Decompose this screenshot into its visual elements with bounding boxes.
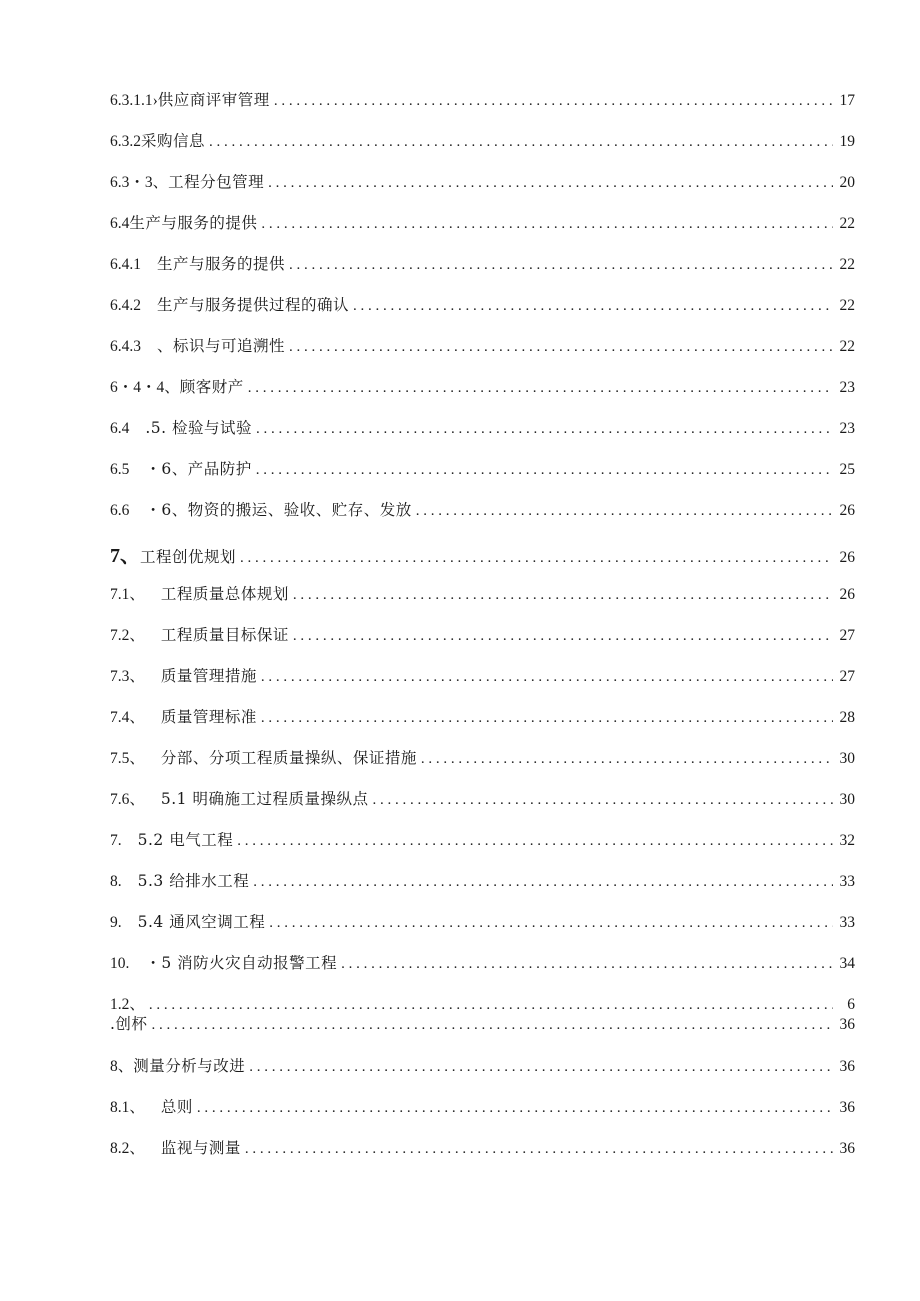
toc-entry-number: 7.4、 bbox=[110, 709, 145, 726]
toc-entry[interactable] bbox=[110, 828, 855, 869]
toc-entry[interactable] bbox=[110, 746, 855, 787]
toc-entry[interactable] bbox=[110, 869, 855, 910]
toc-entry-number: 6.4.2 bbox=[110, 297, 141, 314]
toc-dot-leader bbox=[289, 257, 833, 274]
toc-dot-leader bbox=[245, 1141, 833, 1158]
toc-entry-title: 供应商评审管理 bbox=[157, 91, 270, 109]
toc-entry-page-number: 26 bbox=[839, 549, 855, 566]
toc-entry-number: 7. bbox=[110, 832, 122, 849]
toc-entry-number: 6.6 bbox=[110, 502, 130, 519]
toc-dot-leader bbox=[261, 216, 833, 233]
toc-dot-leader bbox=[209, 134, 833, 151]
toc-entry-title: 5.2 电气工程 bbox=[121, 831, 234, 849]
toc-entry[interactable] bbox=[110, 1136, 855, 1177]
toc-entry-page-number: 6 bbox=[847, 996, 855, 1013]
toc-entry[interactable] bbox=[110, 334, 855, 375]
toc-entry-number: 6.4.3 bbox=[110, 338, 141, 355]
toc-entry[interactable] bbox=[110, 129, 855, 170]
toc-entry-title: 质量管理措施 bbox=[144, 667, 257, 685]
toc-entry-page-number: 26 bbox=[839, 586, 855, 603]
toc-entry-number: 7.1、 bbox=[110, 586, 145, 603]
toc-dot-leader bbox=[268, 175, 833, 192]
toc-entry-title: 工程质量总体规划 bbox=[144, 585, 289, 603]
toc-entry[interactable] bbox=[110, 623, 855, 664]
toc-entry-title: 总则 bbox=[144, 1098, 193, 1116]
toc-dot-leader bbox=[341, 956, 833, 973]
toc-entry[interactable] bbox=[110, 1095, 855, 1136]
toc-dot-leader bbox=[256, 421, 833, 438]
toc-entry[interactable] bbox=[110, 787, 855, 828]
toc-dot-leader bbox=[197, 1100, 833, 1117]
toc-dot-leader bbox=[416, 503, 833, 520]
toc-entry-title: 采购信息 bbox=[141, 132, 206, 150]
toc-dot-leader bbox=[249, 1059, 833, 1076]
toc-entry-number: 8.1、 bbox=[110, 1099, 145, 1116]
toc-dot-leader bbox=[149, 997, 833, 1014]
toc-entry-page-number: 27 bbox=[839, 668, 855, 685]
toc-dot-leader bbox=[256, 462, 833, 479]
toc-entry-title: 生产与服务的提供 bbox=[129, 214, 258, 232]
toc-entry-page-number: 33 bbox=[839, 873, 855, 890]
toc-entry-number: 6.4 bbox=[110, 215, 130, 232]
toc-entry-number: 7、 bbox=[110, 545, 140, 567]
toc-dot-leader bbox=[269, 915, 833, 932]
toc-entry-title: 生产与服务提供过程的确认 bbox=[141, 296, 350, 314]
toc-entry-number: 10. bbox=[110, 955, 130, 972]
toc-dot-leader bbox=[151, 1017, 833, 1034]
toc-entry-title: ・6、物资的搬运、验收、贮存、发放 bbox=[129, 501, 412, 519]
toc-dot-leader bbox=[293, 628, 833, 645]
toc-dot-leader bbox=[261, 669, 833, 686]
toc-entry-page-number: 36 bbox=[839, 1058, 855, 1075]
toc-entry-title: 工程分包管理 bbox=[168, 173, 265, 191]
toc-entry[interactable] bbox=[110, 910, 855, 951]
toc-entry[interactable] bbox=[110, 951, 855, 992]
toc-dot-leader bbox=[372, 792, 833, 809]
toc-dot-leader bbox=[289, 339, 833, 356]
toc-entry-page-number: 20 bbox=[839, 174, 855, 191]
toc-entry[interactable] bbox=[110, 582, 855, 623]
toc-entry-number: 8. bbox=[110, 873, 122, 890]
toc-entry-title: 测量分析与改进 bbox=[133, 1057, 246, 1075]
toc-entry-title: 质量管理标准 bbox=[144, 708, 257, 726]
toc-entry-page-number: 33 bbox=[839, 914, 855, 931]
toc-entry-number: 6.3.2 bbox=[110, 133, 141, 150]
toc-entry-page-number: 23 bbox=[839, 379, 855, 396]
toc-entry[interactable] bbox=[110, 170, 855, 211]
toc-entry-page-number: 34 bbox=[839, 955, 855, 972]
toc-entry[interactable] bbox=[110, 498, 855, 539]
toc-entry-number: 8、 bbox=[110, 1058, 134, 1075]
toc-entry-page-number: 27 bbox=[839, 627, 855, 644]
toc-entry-number: 6.3.1.1› bbox=[110, 92, 158, 109]
toc-entry-title: 生产与服务的提供 bbox=[141, 255, 286, 273]
toc-dot-leader bbox=[293, 587, 833, 604]
toc-entry-number: 6.3・3、 bbox=[110, 174, 169, 191]
toc-entry-page-number: 22 bbox=[839, 338, 855, 355]
toc-entry-title: 工程创优规划 bbox=[140, 548, 237, 566]
toc-entry-page-number: 19 bbox=[839, 133, 855, 150]
toc-entry-number: 1.2、 bbox=[110, 996, 145, 1013]
toc-entry-page-number: 36 bbox=[839, 1099, 855, 1116]
toc-entry-page-number: 28 bbox=[839, 709, 855, 726]
toc-entry[interactable] bbox=[110, 252, 855, 293]
toc-entry-page-number: 32 bbox=[839, 832, 855, 849]
toc-entry[interactable] bbox=[110, 211, 855, 252]
toc-entry-title: 5.3 给排水工程 bbox=[121, 872, 250, 890]
toc-entry-title: 、标识与可追溯性 bbox=[141, 337, 286, 355]
toc-entry-title: 5.1 明确施工过程质量操纵点 bbox=[144, 790, 369, 808]
toc-entry-page-number: 22 bbox=[839, 215, 855, 232]
toc-entry-title: .5. 检验与试验 bbox=[129, 419, 253, 437]
toc-dot-leader bbox=[240, 550, 833, 567]
toc-dot-leader bbox=[421, 751, 833, 768]
toc-dot-leader bbox=[274, 93, 833, 110]
toc-entry[interactable] bbox=[110, 664, 855, 705]
table-of-contents bbox=[110, 88, 855, 1177]
toc-dot-leader bbox=[237, 833, 833, 850]
toc-entry[interactable] bbox=[110, 416, 855, 457]
toc-entry-title: 工程质量目标保证 bbox=[144, 626, 289, 644]
toc-entry-page-number: 17 bbox=[839, 92, 855, 109]
toc-entry-number: 6・4・4、 bbox=[110, 379, 180, 396]
toc-entry-title: 监视与测量 bbox=[144, 1139, 241, 1157]
toc-entry-title: .创杯 bbox=[110, 1015, 148, 1033]
toc-entry-page-number: 22 bbox=[839, 256, 855, 273]
toc-entry[interactable] bbox=[110, 457, 855, 498]
toc-entry-number: 7.5、 bbox=[110, 750, 145, 767]
toc-entry-number: 8.2、 bbox=[110, 1140, 145, 1157]
toc-entry-page-number: 26 bbox=[839, 502, 855, 519]
toc-entry-number: 6.5 bbox=[110, 461, 130, 478]
toc-entry-number: 7.2、 bbox=[110, 627, 145, 644]
toc-entry-title: 顾客财产 bbox=[179, 378, 244, 396]
toc-entry-number: 6.4 bbox=[110, 420, 130, 437]
toc-entry-title: 分部、分项工程质量操纵、保证措施 bbox=[144, 749, 417, 767]
toc-entry-number: 7.6、 bbox=[110, 791, 145, 808]
toc-entry[interactable] bbox=[110, 992, 855, 1012]
toc-dot-leader bbox=[353, 298, 833, 315]
toc-entry-page-number: 30 bbox=[839, 750, 855, 767]
toc-entry-page-number: 36 bbox=[839, 1140, 855, 1157]
toc-dot-leader bbox=[253, 874, 833, 891]
toc-entry[interactable] bbox=[110, 539, 855, 582]
toc-entry[interactable] bbox=[110, 375, 855, 416]
toc-entry-page-number: 22 bbox=[839, 297, 855, 314]
toc-entry[interactable] bbox=[110, 705, 855, 746]
toc-entry[interactable] bbox=[110, 1012, 855, 1054]
toc-entry-title: 5.4 通风空调工程 bbox=[121, 913, 266, 931]
toc-dot-leader bbox=[261, 710, 833, 727]
toc-entry[interactable] bbox=[110, 1054, 855, 1095]
toc-entry[interactable] bbox=[110, 88, 855, 129]
toc-entry-number: 7.3、 bbox=[110, 668, 145, 685]
toc-dot-leader bbox=[248, 380, 833, 397]
toc-entry-page-number: 23 bbox=[839, 420, 855, 437]
toc-entry-page-number: 25 bbox=[839, 461, 855, 478]
toc-entry-title: ・5 消防火灾自动报警工程 bbox=[129, 954, 338, 972]
toc-entry-title: ・6、产品防护 bbox=[129, 460, 252, 478]
toc-entry[interactable] bbox=[110, 293, 855, 334]
toc-entry-page-number: 36 bbox=[839, 1016, 855, 1033]
toc-entry-page-number: 30 bbox=[839, 791, 855, 808]
toc-entry-number: 9. bbox=[110, 914, 122, 931]
toc-entry-number: 6.4.1 bbox=[110, 256, 141, 273]
